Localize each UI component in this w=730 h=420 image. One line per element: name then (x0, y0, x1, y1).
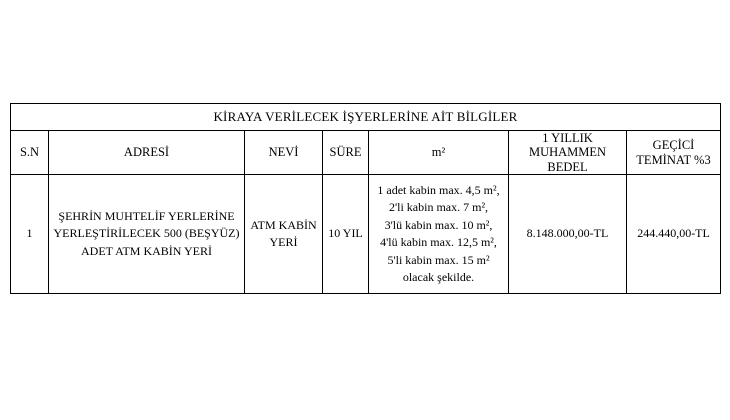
m2-line: 5'li kabin max. 15 m² (387, 252, 490, 267)
table-title: KİRAYA VERİLECEK İŞYERLERİNE AİT BİLGİLER (11, 104, 721, 131)
cell-muhammen-bedel: 8.148.000,00-TL (509, 175, 627, 294)
header-muhammen-bedel (509, 131, 627, 175)
table-container (10, 103, 720, 294)
header-sure: SÜRE (323, 131, 369, 175)
header-sn: S.N (11, 131, 49, 175)
cell-sure: 10 YIL (323, 175, 369, 294)
cell-adresi: ŞEHRİN MUHTELİF YERLERİNE YERLEŞTİRİLECEK 500 (BEŞYÜZ) ADET ATM KABİN YERİ (49, 175, 245, 294)
header-nevi: NEVİ (245, 131, 323, 175)
table-row (11, 175, 721, 294)
cell-nevi: ATM KABİN YERİ (245, 175, 323, 294)
header-adresi: ADRESİ (49, 131, 245, 175)
table-header-row (11, 131, 721, 175)
header-m2: m² (369, 131, 509, 175)
header-gecici-teminat (627, 131, 721, 175)
cell-sn: 1 (11, 175, 49, 294)
kiralik-isyerleri-table (10, 103, 721, 294)
m2-line: 3'lü kabin max. 10 m², (384, 217, 493, 232)
header-muhammen-bedel-line1: 1 YILLIK MUHAMMEN (528, 131, 607, 160)
table-title-row (11, 104, 721, 131)
cell-gecici-teminat: 244.440,00-TL (627, 175, 721, 294)
header-gecici-teminat-line1: GEÇİCİ (652, 138, 695, 153)
m2-line: 4'lü kabin max. 12,5 m², (380, 235, 497, 250)
m2-line: 2'li kabin max. 7 m², (388, 200, 489, 215)
cell-m2 (369, 175, 509, 294)
header-muhammen-bedel-line2: BEDEL (547, 159, 588, 174)
m2-line: 1 adet kabin max. 4,5 m², (377, 182, 500, 197)
m2-line: olacak şekilde. (402, 269, 475, 284)
header-gecici-teminat-line2: TEMİNAT %3 (636, 152, 711, 167)
